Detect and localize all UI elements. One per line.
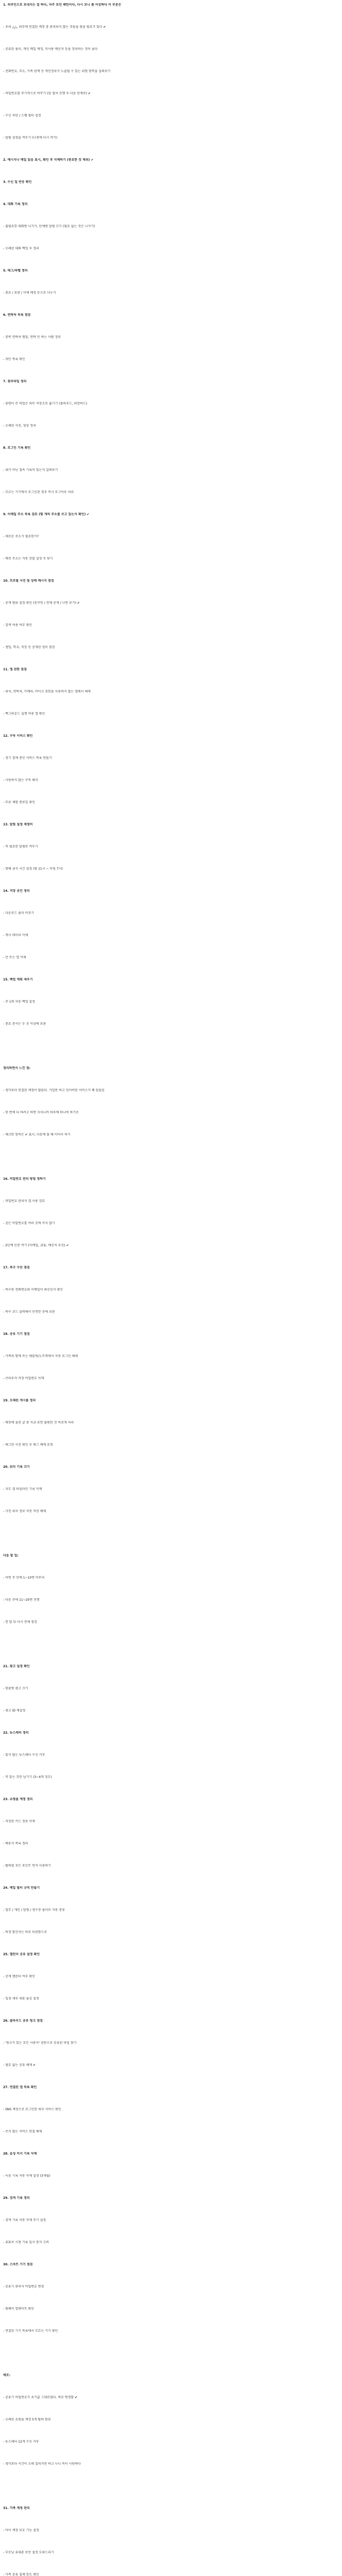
- text-line: 22. 뉴스레터 정리: [3, 1731, 29, 1735]
- text-line: - 차단 목록 확인: [3, 358, 25, 361]
- text-line: 24. 메일 필터 규칙 만들기: [3, 1886, 40, 1890]
- text-line: 메모:: [3, 2374, 10, 2377]
- text-line: 다음 할 일:: [3, 1554, 19, 1557]
- text-line: - 복구 코드 출력해서 안전한 곳에 보관: [3, 1310, 55, 1314]
- text-line: - 위치, 연락처, 카메라, 마이크 권한을 사용하지 않는 앱에서 해제: [3, 690, 91, 693]
- text-line: - 탈퇴할 곳은 포인트 먼저 사용하기: [3, 1864, 51, 1868]
- text-line: - 특정 발신자는 바로 보관함으로: [3, 1930, 47, 1934]
- text-line: - 태그된 사진 확인 후 태그 해제 요청: [3, 1443, 53, 1447]
- text-line: 26. 클라우드 공유 링크 점검: [3, 2019, 43, 2023]
- text-line: - 오래된 대화 백업 후 정리: [3, 247, 39, 250]
- text-line: - 사진 위치 정보 자동 저장 해제: [3, 1510, 46, 1513]
- text-line: - 불필요한 대화방 나가기, 단체방 알림 끄기 (필요 없는 것은 나가기): [3, 225, 95, 228]
- text-line: 30. 스마트 기기 점검: [3, 2263, 33, 2266]
- text-line: - 생일, 학교, 직장 등 공개된 정보 점검: [3, 646, 55, 649]
- text-line: - 정기 결제 중인 서비스 목록 만들기: [3, 756, 52, 760]
- blank-line: [3, 2484, 337, 2488]
- text-line: - 연결된 기기 목록에서 모르는 기기 확인: [3, 2329, 58, 2333]
- text-line: 25. 캘린더 공유 설정 확인: [3, 1953, 40, 1956]
- text-line: 4. 대화 기록 정리: [3, 202, 28, 206]
- text-line: 14. 저장 공간 정리: [3, 889, 30, 893]
- text-line: - 녹음 기록 자동 삭제 설정 (3개월): [3, 2174, 50, 2178]
- text-line: 정리하면서 느낀 점:: [3, 1066, 30, 1070]
- text-line: 27. 연결된 앱 목록 확인: [3, 2086, 37, 2089]
- text-line: 18. 공유 기기 점검: [3, 1332, 30, 1336]
- text-line: - 브라우저 저장 비밀번호 삭제: [3, 1377, 44, 1380]
- text-line: - 비밀번호를 주기적으로 바꾸기 (앞 절차 진행 후 다음 단계로) ✔: [3, 92, 91, 95]
- text-line: - 생각보다 시간이 오래 걸리지만 하고 나니 속이 시원하다: [3, 2462, 81, 2466]
- text-line: - 방해 금지 시간 설정 (밤 11시 ~ 아침 7시): [3, 867, 63, 871]
- text-line: 10. 프로필 사진 및 상태 메시지 점검: [3, 579, 54, 583]
- text-line: 3. 수신 일 반응 확인: [3, 180, 32, 184]
- text-line: - 꼭 필요한 알림만 켜두기: [3, 845, 38, 849]
- text-line: - 백그라운드 실행 허용 앱 확인: [3, 712, 45, 716]
- text-line: 11. 앱 권한 점검: [3, 668, 27, 671]
- text-line: 31. 가족 계정 관리: [3, 2506, 30, 2510]
- text-line: - SNS 계정으로 로그인한 외부 서비스 확인: [3, 2108, 61, 2111]
- text-line: - 내가 아닌 접속 기록이 있는지 살펴보기: [3, 468, 58, 472]
- text-line: - 우리 △△, 외부에 연결된 계정 중 관리되지 않는 것들을 찾을 필요가 있다 ✔: [3, 25, 106, 29]
- text-line: - 캐시 데이터 삭제: [3, 934, 28, 937]
- text-line: 29. 검색 기록 정리: [3, 2196, 30, 2200]
- text-line: - 무료 체험 종료일 확인: [3, 801, 35, 804]
- text-line: 7. 첨부파일 정리: [3, 380, 27, 383]
- text-line: 23. 쇼핑몰 계정 정리: [3, 1798, 33, 1801]
- text-line: - 읽지 않는 뉴스레터 수신 거부: [3, 1753, 45, 1757]
- text-line: - 펌웨어 업데이트 확인: [3, 2307, 35, 2311]
- text-line: - 일정 세부 내용 숨김 설정: [3, 1997, 39, 2001]
- text-line: - 중복 연락처 병합, 연락 안 하는 사람 정리: [3, 335, 61, 339]
- text-line: - 중요 / 보관 / 삭제 예정 등으로 나누기: [3, 291, 56, 295]
- blank-line: [3, 1642, 337, 1646]
- text-line: 5. 태그/라벨 정리: [3, 269, 28, 273]
- text-line: - 광고 ID 재설정: [3, 1709, 26, 1713]
- blank-line: [3, 1044, 337, 1048]
- text-line: - 공개 캘린더 여부 확인: [3, 1975, 35, 1978]
- text-line: - 복구용 전화번호와 이메일이 최신인지 확인: [3, 1288, 63, 1292]
- text-line: - 오래된 사진, 영상 정리: [3, 424, 36, 428]
- text-line: - 다음 주에 11~20번 진행: [3, 1598, 40, 1602]
- text-line: 17. 복구 수단 점검: [3, 1266, 30, 1269]
- text-line: 6. 연락처 목록 점검: [3, 313, 31, 317]
- text-line: 8. 로그인 기록 확인: [3, 446, 31, 450]
- text-line: 20. 위치 기록 끄기: [3, 1465, 30, 1469]
- text-line: - 주 1회 자동 백업 설정: [3, 1000, 35, 1004]
- text-line: - 비밀번호 관리자 앱 사용 검토: [3, 1199, 45, 1203]
- text-line: - 부모님 휴대폰 보안 설정 도와드리기: [3, 2551, 54, 2554]
- text-line: 21. 광고 설정 확인: [3, 1665, 30, 1668]
- text-line: 16. 비밀번호 관리 방법 정하기: [3, 1177, 46, 1181]
- text-line: - '링크가 있는 모든 사용자' 권한으로 공유된 파일 찾기: [3, 2041, 77, 2045]
- text-line: - 예전 주소는 자동 전달 설정 후 닫기: [3, 557, 53, 561]
- text-line: - 예전에 올린 글 중 지금 보면 불편한 것 비공개 처리: [3, 1421, 74, 1425]
- text-line: - 공유기 비밀번호가 초기값 그대로였다. 바로 변경함 ✔: [3, 2396, 78, 2399]
- text-line: 19. 오래된 게시물 정리: [3, 1399, 36, 1402]
- text-line: - 아이 계정 보호 기능 설정: [3, 2529, 39, 2532]
- text-line: 9. 이메일 주소 목록 검토 (몇 개의 주소를 쓰고 있는지 확인) ✔: [3, 513, 90, 516]
- text-line: - 배송지 목록 정리: [3, 1842, 28, 1845]
- text-line: - 가족 공유 결제 한도 확인: [3, 2573, 39, 2576]
- text-line: - 뉴스레터 12개 수신 거부: [3, 2440, 39, 2444]
- text-line: - 업무 / 개인 / 알림 / 영수증 폴더로 자동 분류: [3, 1908, 65, 1912]
- text-line: - 오래된 쇼핑몰 계정 5개 탈퇴 완료: [3, 2418, 51, 2421]
- text-line: 13. 알림 설정 재정비: [3, 823, 33, 826]
- text-line: - 쓰지 않는 서비스 연결 해제: [3, 2130, 42, 2133]
- text-line: - 새로운 주소가 필요한가?: [3, 535, 39, 538]
- text-line: 12. 구독 서비스 확인: [3, 734, 33, 738]
- text-line: - 공개 범위 설정 확인 (친구만 / 전체 공개 / 나만 보기) ✔: [3, 601, 80, 605]
- text-line: - 전화번호, 주소, 가족 관계 등 개인정보가 노출될 수 있는 위험 항목을 살펴보기: [3, 70, 111, 73]
- text-line: - 검색 허용 여부 확인: [3, 623, 32, 627]
- text-line: - 용량이 큰 파일은 외부 저장소로 옮기기 (클라우드, 외장하드): [3, 402, 88, 405]
- text-line: - 공유기 관리자 비밀번호 변경: [3, 2285, 44, 2289]
- text-line: - 이번 주 안에 1~10번 마무리: [3, 1576, 45, 1580]
- text-line: - 한 달 뒤 다시 전체 점검: [3, 1620, 37, 1624]
- text-line: 1. 외부인으로 보내지는 걸 하다, 자주 보던 패턴이다, 다시 보니 좀 이상하다 이 부분은: [3, 3, 122, 7]
- text-line: - 한 번에 다 하려고 하면 지치니까 하루에 하나씩 하기로: [3, 1111, 79, 1114]
- text-line: - 필요 없는 공유 해제 ✔: [3, 2063, 36, 2067]
- text-line: - 알림 설정을 꺼두기 (나중에 다시 켜기): [3, 136, 58, 140]
- text-line: - 지도 앱 타임라인 기록 삭제: [3, 1487, 42, 1491]
- text-line: - 사용하지 않는 구독 해지: [3, 778, 38, 782]
- text-line: 2. 메시지나 메일 읽음 표시, 확인 후 삭제하기 (중요한 것 제외) ✔: [3, 158, 94, 162]
- text-line: - 가족과 함께 쓰는 태블릿/노트북에서 자동 로그인 해제: [3, 1354, 78, 1358]
- text-line: - 안 쓰는 앱 삭제: [3, 956, 26, 959]
- text-line: 28. 음성 비서 기록 삭제: [3, 2152, 37, 2156]
- text-line: - 맞춤형 광고 끄기: [3, 1687, 28, 1690]
- text-line: - 검색 기록 자동 삭제 주기 설정: [3, 2218, 46, 2222]
- text-line: - 유튜브 시청 기록 일시 중지 고려: [3, 2241, 49, 2244]
- blank-line: [3, 1532, 337, 1535]
- text-line: - 다운로드 폴더 비우기: [3, 911, 35, 915]
- blank-line: [3, 2351, 337, 2355]
- text-line: - 생각보다 연결된 계정이 많았다. 가입만 하고 잊어버린 서비스가 꽤 있었음: [3, 1089, 105, 1092]
- text-line: - 공유된 폴더, 개인 메일 계정, 미사용 메신저 등을 정리하는 것이 좋다: [3, 47, 98, 51]
- text-line: - 같은 비밀번호를 여러 곳에 쓰지 않기: [3, 1222, 55, 1225]
- text-line: - 체크한 항목은 ✔ 표시, 다음에 볼 때 이어서 하기: [3, 1133, 71, 1137]
- text-line: - 2단계 인증 켜기 (이메일, 금융, 메신저 우선) ✔: [3, 1244, 69, 1247]
- text-line: - 저장된 카드 정보 삭제: [3, 1820, 35, 1823]
- text-line: 15. 백업 계획 세우기: [3, 978, 33, 981]
- text-line: - 꼭 읽는 것만 남기기 (3~4개 정도): [3, 1775, 52, 1779]
- text-line: - 모르는 기기에서 로그인된 경우 즉시 로그아웃 처리: [3, 490, 74, 494]
- blank-line: [3, 1155, 337, 1159]
- text-line: - 중요 문서는 두 곳 이상에 보관: [3, 1022, 46, 1026]
- text-line: - 수신 차단 / 스팸 필터 설정: [3, 114, 41, 117]
